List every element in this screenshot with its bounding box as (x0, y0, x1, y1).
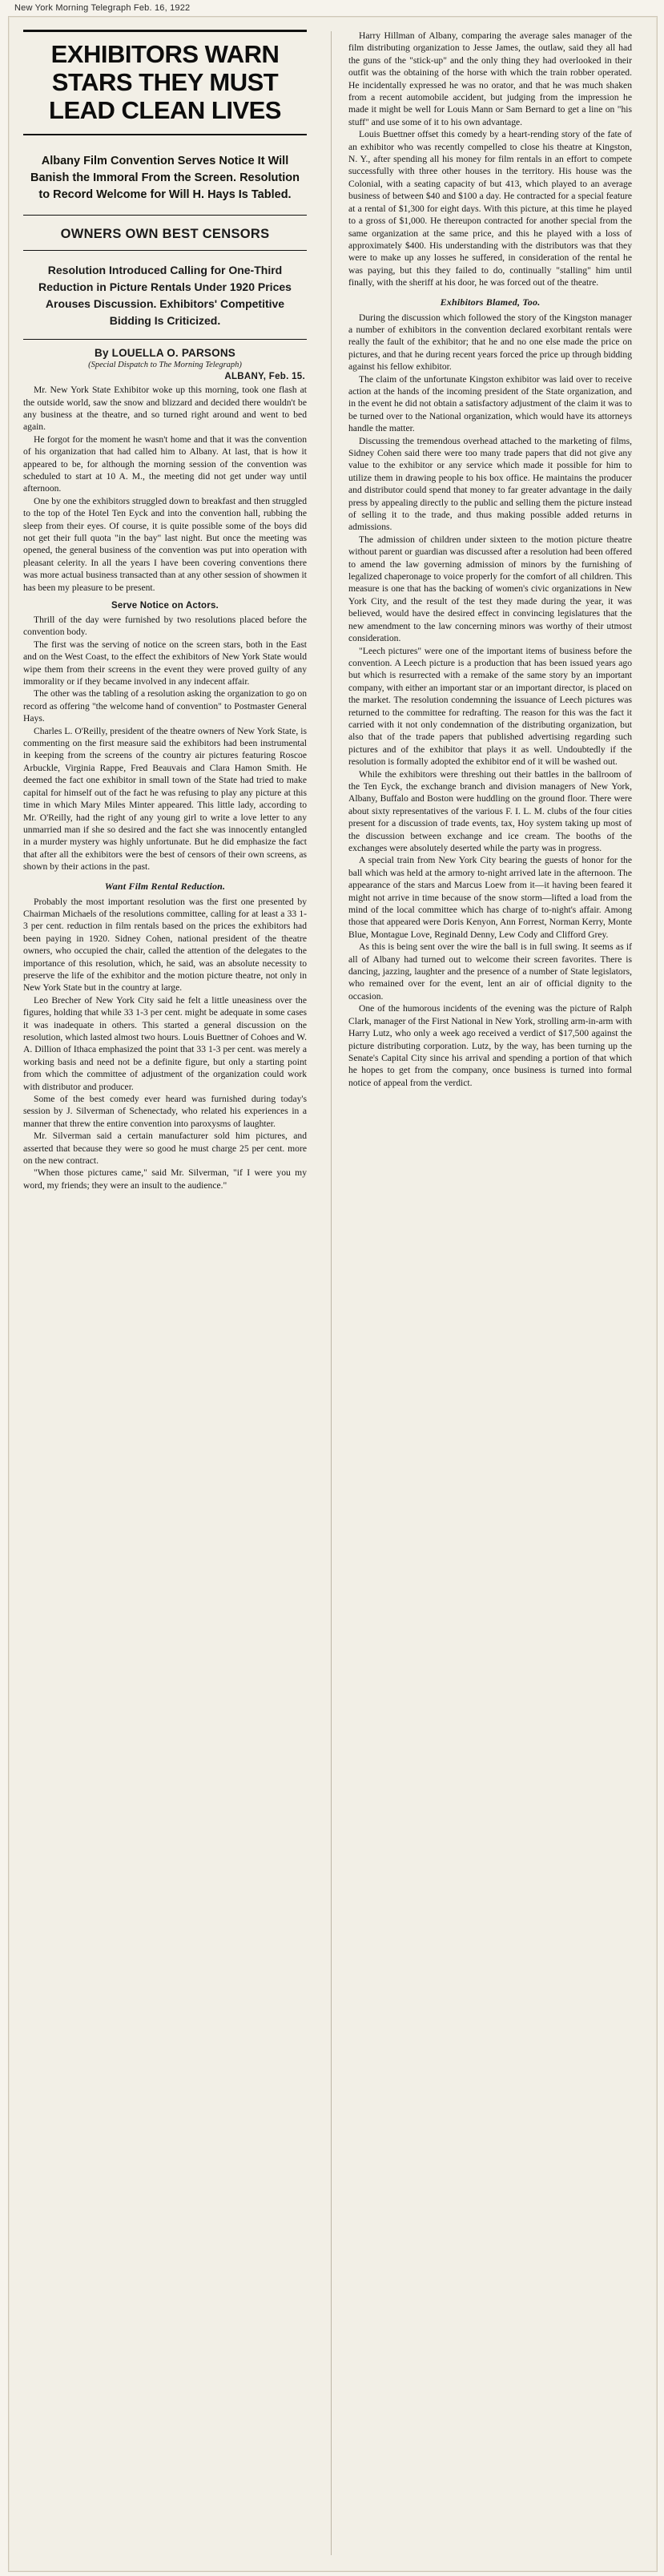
dispatch-credit: (Special Dispatch to The Morning Telegraph) (88, 361, 242, 370)
masthead-credit: New York Morning Telegraph Feb. 16, 1922 (14, 3, 191, 13)
article-paragraph: Charles L. O'Reilly, president of the theatre owners of New York State, is commenting on the first measure said the exhibitors had been instrumental in keeping from the screens of the country air pictures featuring Roscoe Arbuckle, Virginia Rappe, Fred Beauvais and Clara Hamon Smith. He deemed the fact one exhibitor in small town of the State had tried to make capital for himself out of the fact he was refusing to play any picture at this time in which Mary Miles Minter appeared. This little lady, according to Mr. O'Reilly, had the right of any young girl to write a love letter to any unmarried man if she so desired and the fact she was innocently entangled in a murder mystery was highly unfortunate. But he did emphasize the fact that after all the exhibitors were the best of censors of their own screens, as shown by their actions in the past. (23, 725, 307, 873)
headline-line-1: EXHIBITORS WARN (50, 40, 280, 68)
article-paragraph: "Leech pictures" were one of the important items of business before the convention. A Leech picture is a production that has been issued years ago but which is resurrected with a remake of the same story by an important company, with either an important star or an important director, is placed on the market. The resolution condemning the issuance of Leech pictures was returned to the committee for redrafting. The reason for this was the fact it carried with it not only condemnation of the distributing organization, but also that of the trade papers that published advertising regarding such pictures and of the exhibitor that plays it as well. Undoubtedly if the resolution is formally adopted the exhibitor end of it will be washed out. (348, 645, 632, 768)
secondary-headline: OWNERS OWN BEST CENSORS (23, 224, 307, 251)
article-paragraph: The admission of children under sixteen to the motion picture theatre without parent or guardian was discussed after a resolution had been offered to amend the law governing admission of minors by the furnishing of legalized chaperonage to voice properly for the comfort of all children. This measure is one that has the backing of women's civic organizations in New York City, and the result of the test they made during the year, it was believed, would have the desired effect in convincing legislatures that the new amendment to the law concerning minors was worthy of their utmost consideration. (348, 534, 632, 644)
section-subheading: Exhibitors Blamed, Too. (440, 296, 541, 308)
article-paragraph: Discussing the tremendous overhead attached to the marketing of films, Sidney Cohen said there were too many trade papers that did not give any value to the exhibitor or any service which made it possible for him to utilize them in drawing people to his box office. He maintains the producer and distributor could spend that money to far greater advantage in the daily press by appealing directly to the public and selling them the picture instead of selling it to the trade, and thus making possible added returns in admissions. (348, 435, 632, 533)
left-column (15, 25, 315, 2563)
section-subheading: Want Film Rental Reduction. (104, 880, 226, 892)
newspaper-sheet (8, 16, 658, 2572)
article-paragraph: The other was the tabling of a resolution asking the organization to go on record as offering "the welcome hand of convention" to Postmaster General Hays. (23, 688, 307, 724)
columns-container (9, 17, 657, 2571)
article-paragraph: He forgot for the moment he wasn't home and that it was the convention of his organization that had called him to Albany. At last, that is how it appeared to be, for although the morning session of the convention was scheduled to start at 10 A. M., the meeting did not get under way until afternoon. (23, 433, 307, 494)
headline-line-3: LEAD CLEAN LIVES (49, 96, 281, 125)
article-paragraph: Mr. Silverman said a certain manufacturer sold him pictures, and asserted that because they were so good he must charge 25 per cent. more on the new contract. (23, 1131, 307, 1167)
article-paragraph: Mr. New York State Exhibitor woke up this morning, took one flash at the outside world, saw the snow and blizzard and decided there wouldn't be any business at the theatre, and so turned right around and went to bed again. (23, 385, 307, 433)
article-paragraph: "When those pictures came," said Mr. Silverman, "if I were you my word, my friends; they were an insult to the audience." (23, 1167, 307, 1191)
section-subheading: Serve Notice on Actors. (111, 601, 219, 611)
headline-deck: Albany Film Convention Serves Notice It Will Banish the Immoral From the Screen. Resolution to Record Welcome for Will H. Hays Is Tabled. (23, 143, 307, 216)
byline: By LOUELLA O. PARSONS (95, 347, 235, 360)
right-column-body (348, 30, 632, 1089)
secondary-deck: Resolution Introduced Calling for One-Third Reduction in Picture Rentals Under 1920 Prices Arouses Discussion. Exhibitors' Competitive Bidding Is Criticized. (23, 259, 307, 340)
article-paragraph: Thrill of the day were furnished by two resolutions placed before the convention body. (23, 615, 307, 638)
headline-block (23, 30, 307, 135)
article-paragraph: The first was the serving of notice on the screen stars, both in the East and on the West Coast, to the effect the exhibitors of New York State would wipe them from their screens in the event they were proved guilty of any immorality or if they became involved in any indecent affair. (23, 639, 307, 687)
article-paragraph: Leo Brecher of New York City said he felt a little uneasiness over the figures, holding that while 33 1-3 per cent. might be adequate in some cases it was inadequate in others. This started a general discussion on the resolution, which lasted almost two hours. Louis Buettner of Cohoes and W. A. Dillion of Ithaca emphasized the point that 33 1-3 per cent. was merely a working basis and need not be a definite figure, but only a starting point from which the committee of adjustment of the organization could work with distributor and producer. (23, 994, 307, 1092)
article-paragraph: One by one the exhibitors struggled down to breakfast and then struggled to the top of the Hotel Ten Eyck and into the convention hall, rubbing the sleep from their eyes. Of course, it is quite possible some of the boys did not get their full quota "in the bay" last night. But once the meeting was opened, the general business of the convention was put into operation with pleasant celerity. In all the years I have been covering conventions there was more actual business transacted than at any other session of showmen it has been my pleasure to be present. (23, 495, 307, 593)
article-paragraph: Louis Buettner offset this comedy by a heart-rending story of the fate of an exhibitor who was recently compelled to close his theatre at Kingston, N. Y., after spending all his money for film rentals in an effort to compete successfully with three other houses in the territory. His house was the Colonial, with a seating capacity of but 413, which played to an average business of between $40 and $100 a day. He contracted for a special feature at a rental of $1,300 for eight days. With this picture, at this time he played to a gross of $1,000. He thereupon contracted for another special from the same organization at the same price, and this he played with a loss of approximately $400. His understanding with the distributors was that they were to make up any losses he suffered, in consideration of the rental he was paying, but this they failed to do, continually "stalling" him until finally, with the sheriff at his door, he was forced out of the theatre. (348, 129, 632, 288)
left-column-body (23, 384, 307, 1191)
article-paragraph: Some of the best comedy ever heard was furnished during today's session by J. Silverman of Schenectady, who related his experiences in a manner that threw the entire convention into paroxysms of laughter. (23, 1094, 307, 1129)
right-column (340, 25, 640, 2563)
article-paragraph: Harry Hillman of Albany, comparing the average sales manager of the film distributing organization to Jesse James, the outlaw, said they all had the guns of the "stick-up" and the only thing they had overlooked in their outfit was the obtaining of the horse with which the train robber operated. He incidentally expressed he was no orator, and that he was much shaken from a recent automobile accident, but judging from the impression he made it might be well for Louis Mann or Sam Bernard to get a line on "his stuff" and use some of it to his own advantage. (348, 30, 632, 127)
article-paragraph: The claim of the unfortunate Kingston exhibitor was laid over to receive action at the hands of the incoming president of the State organization, and in the event he did not obtain a satisfactory adjustment of the claim it was to be turned over to the National organization, which would have its attorneys handle the matter. (348, 373, 632, 434)
headline-line-2: STARS THEY MUST (51, 68, 279, 97)
article-paragraph: While the exhibitors were threshing out their battles in the ballroom of the Ten Eyck, the exchange branch and division managers of New York, Albany, Buffalo and Boston were huddling on the ground floor. There were about sixty representatives of the various F. I. L. M. clubs of the four cities present for a discussion of trade events, tax, Hoy system taking up most of the discussion between exchange and ice cream. The booths of the exchanges were absolutely deserted while the party was in progress. (348, 768, 632, 853)
article-paragraph: During the discussion which followed the story of the Kingston manager a number of exhibitors in the convention declared exorbitant rentals were really the fault of the exhibitor; that he and no one else made the price on pictures, and that he during recent years forced the price up through bidding against his fellow exhibitor. (348, 312, 632, 373)
article-paragraph: One of the humorous incidents of the evening was the picture of Ralph Clark, manager of the First National in New York, strolling arm-in-arm with Harry Lutz, who only a week ago received a verdict of $17,500 against the picture distributing corporation. Lutz, by the way, has been turning up the Senate's Capital City since his arrival and spending a portion of that which he hopes to get from the company, once business is turned into formal notice of appeal from the verdict. (348, 1003, 632, 1088)
article-paragraph: A special train from New York City bearing the guests of honor for the ball which was held at the armory to-night arrived late in the afternoon. The appearance of the stars and Marcus Loew from it—it having been feared it might not arrive in time because of the snow storm—lifted a load from the mind of the local committee which has charge of to-night's affair. Among those that appeared were Doris Kenyon, Ann Forrest, Norman Kerry, Monte Blue, Montague Love, Reginald Denny, Lew Cody and Clifford Grey. (348, 855, 632, 940)
dateline: ALBANY, Feb. 15. (224, 372, 305, 382)
article-paragraph: Probably the most important resolution was the first one presented by Chairman Michaels of the resolutions committee, calling for at least a 33 1-3 per cent. reduction in film rentals based on the prices the exhibitors had been paying in 1920. Sidney Cohen, national president of the theatre owners, who occupied the chair, called the attention of the delegates to the importance of this resolution, which, he said, was an absolute necessity to preserve the life of the exhibitor and the motion picture theatre, not only in New York State but in the country at large. (23, 896, 307, 994)
article-paragraph: As this is being sent over the wire the ball is in full swing. It seems as if all of Albany had turned out to welcome their screen favorites. There is dancing, jazzing, laughter and the presence of a number of State legislators, who remained over for the event, lent an air of official dignity to the occasion. (348, 941, 632, 1002)
